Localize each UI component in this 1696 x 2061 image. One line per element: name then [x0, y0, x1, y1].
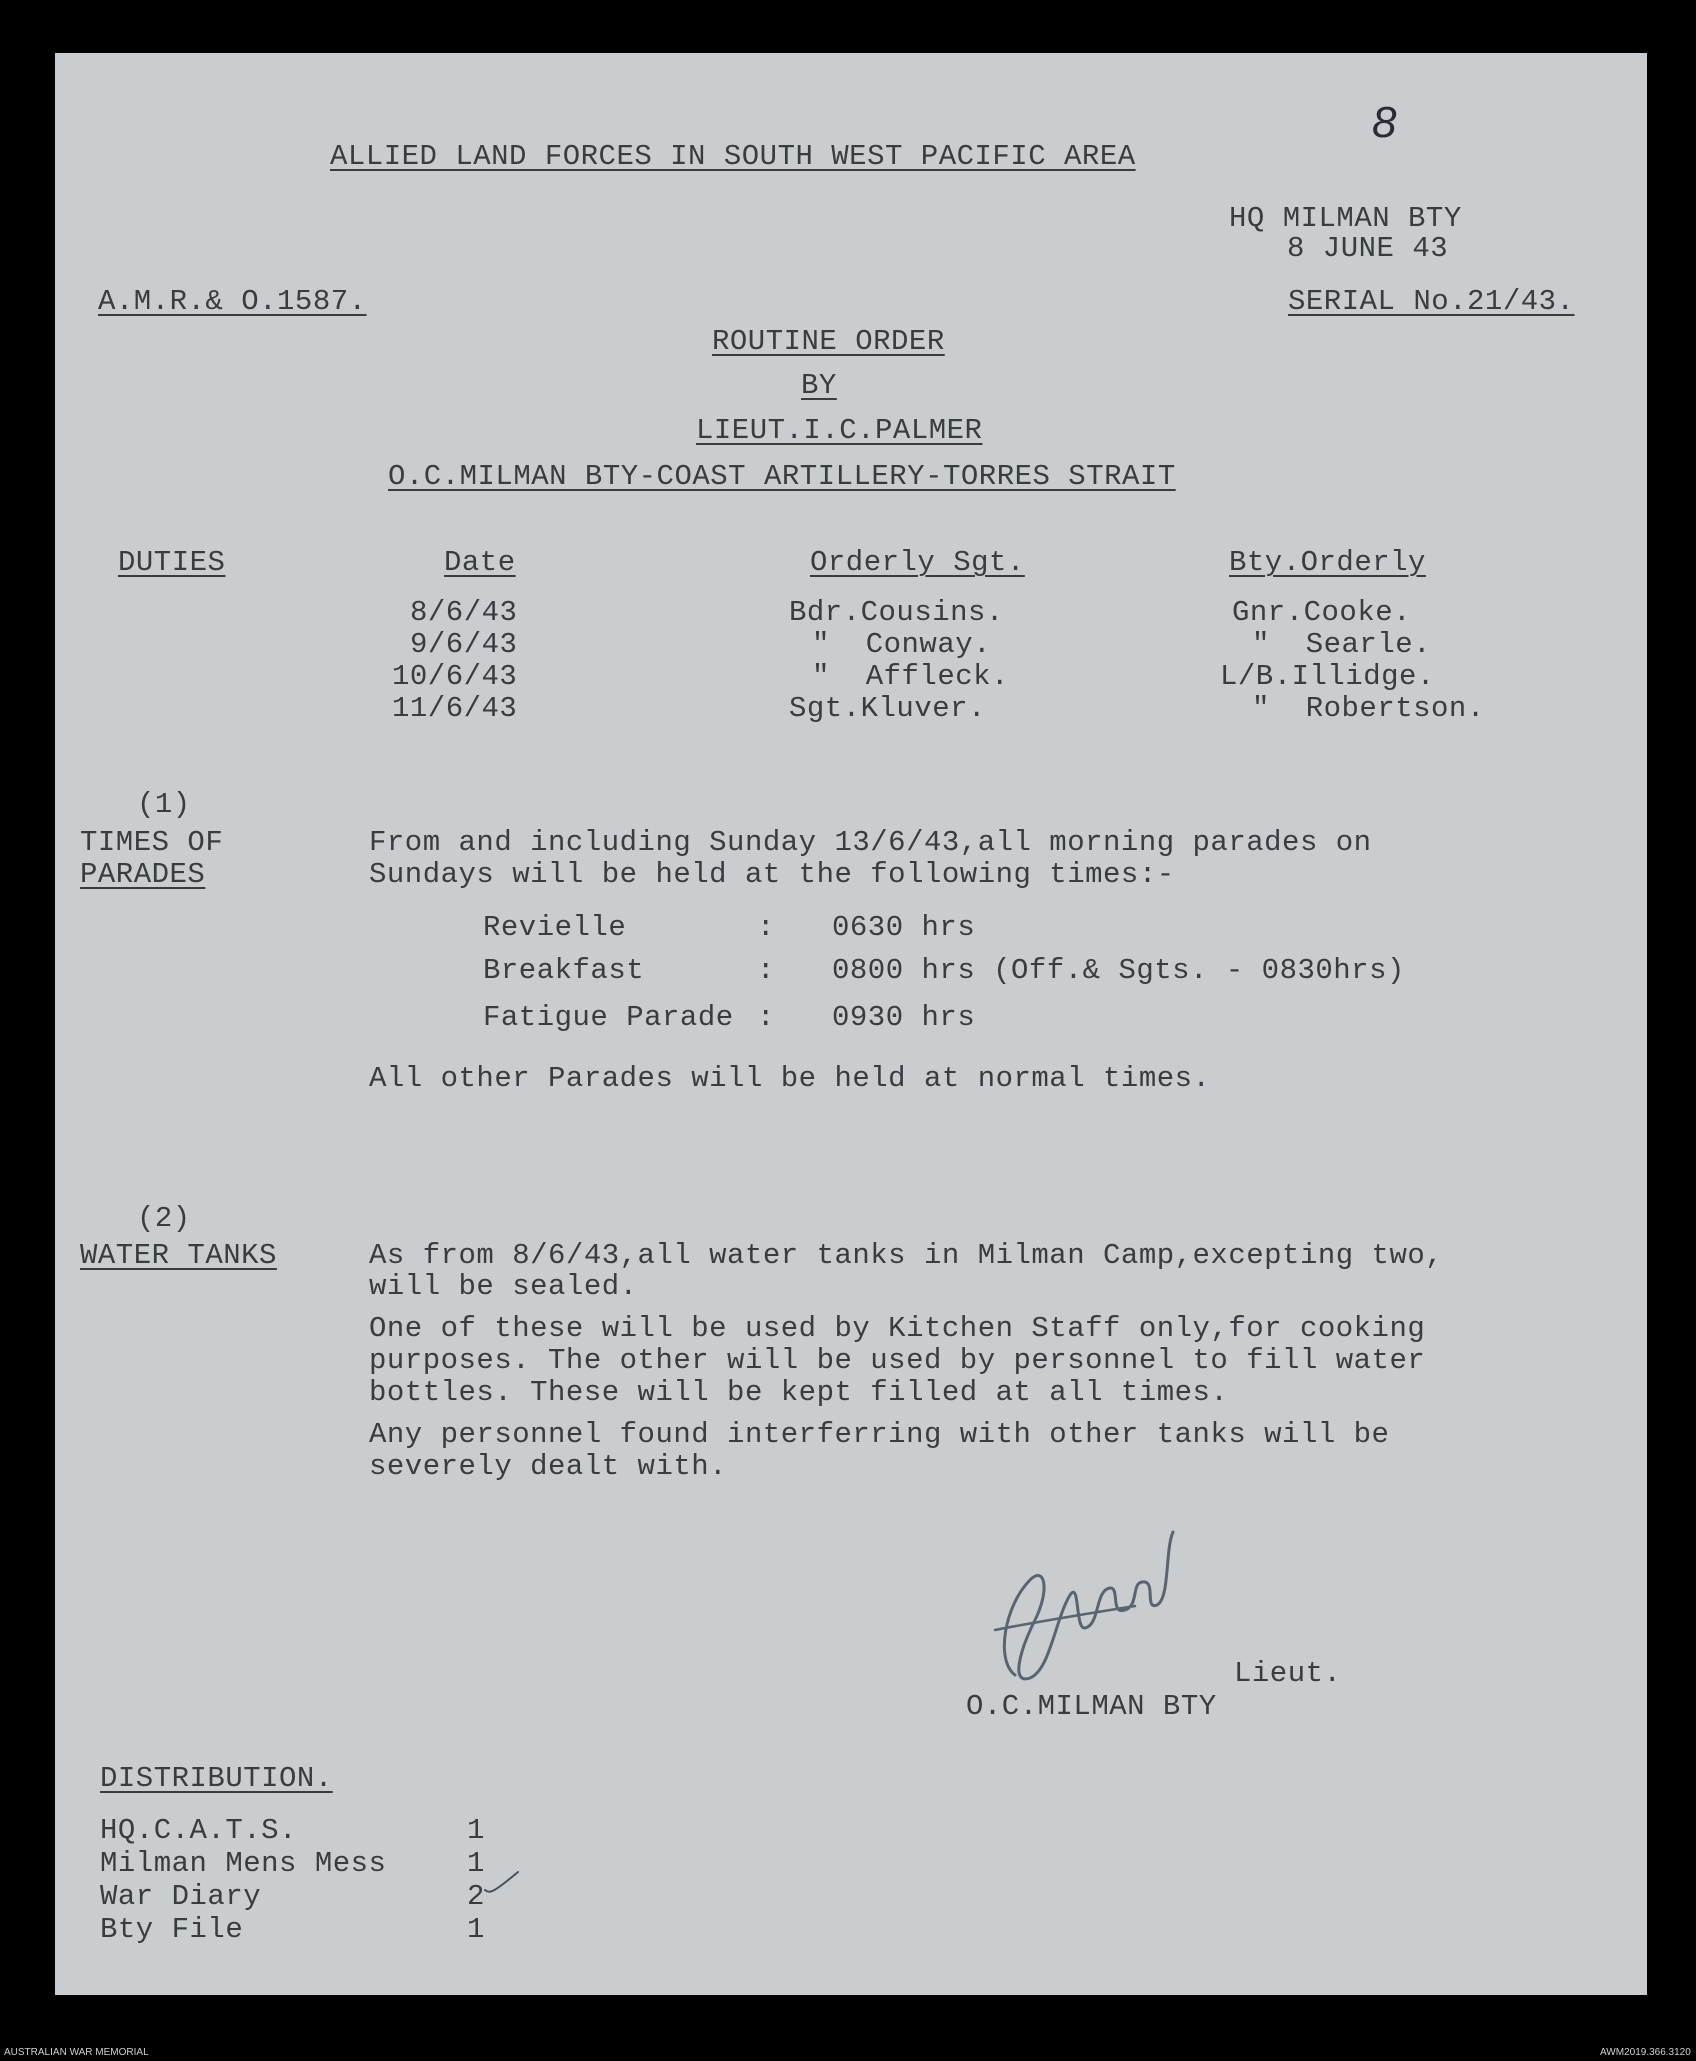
section-2-paragraph: severely dealt with.	[369, 1450, 728, 1483]
duty-orderly-sgt: Sgt.Kluver.	[789, 692, 986, 725]
duty-bty-orderly: Gnr.Cooke.	[1232, 596, 1412, 629]
signature-title: O.C.MILMAN BTY	[966, 1690, 1217, 1723]
section-1-intro: From and including Sunday 13/6/43,all morning parades on	[369, 826, 1372, 859]
serial-number: SERIAL No.21/43.	[1288, 285, 1575, 318]
section-2-paragraph: As from 8/6/43,all water tanks in Milman Camp,excepting two,	[369, 1239, 1444, 1272]
distribution-name: Milman Mens Mess	[100, 1847, 387, 1880]
document-title: ALLIED LAND FORCES IN SOUTH WEST PACIFIC AREA	[330, 140, 1136, 173]
section-2-paragraph: bottles. These will be kept filled at all times.	[369, 1376, 1229, 1409]
time-colon: :	[757, 911, 775, 944]
duty-date: 11/6/43	[392, 692, 518, 725]
column-header-orderly-sgt: Orderly Sgt.	[810, 546, 1025, 579]
section-1-heading: PARADES	[80, 858, 206, 891]
footer-institution: AUSTRALIAN WAR MEMORIAL	[4, 2047, 149, 2058]
time-label: Breakfast	[483, 954, 645, 987]
hq-line: HQ MILMAN BTY	[1229, 202, 1462, 235]
signature-rank: Lieut.	[1234, 1657, 1342, 1690]
duty-date: 10/6/43	[392, 660, 518, 693]
page-number: 8	[1372, 98, 1397, 147]
distribution-name: HQ.C.A.T.S.	[100, 1814, 297, 1847]
time-colon: :	[757, 1001, 775, 1034]
distribution-qty: 1	[467, 1814, 485, 1847]
section-2-number: (2)	[137, 1202, 191, 1235]
time-value: 0800 hrs (Off.& Sgts. - 0830hrs)	[832, 954, 1405, 987]
distribution-name: Bty File	[100, 1913, 244, 1946]
distribution-name: War Diary	[100, 1880, 262, 1913]
section-2-heading: WATER TANKS	[80, 1239, 277, 1272]
section-2-paragraph: purposes. The other will be used by personnel to fill water	[369, 1344, 1426, 1377]
section-1-closing: All other Parades will be held at normal times.	[369, 1062, 1211, 1095]
duty-bty-orderly: " Searle.	[1252, 628, 1432, 661]
duty-date: 9/6/43	[410, 628, 518, 661]
section-1-heading: TIMES OF	[80, 826, 224, 859]
handwritten-signature	[975, 1510, 1185, 1700]
section-1-intro: Sundays will be held at the following times:-	[369, 858, 1175, 891]
time-value: 0630 hrs	[832, 911, 976, 944]
section-2-paragraph: One of these will be used by Kitchen Staff only,for cooking	[369, 1312, 1426, 1345]
time-label: Revielle	[483, 911, 627, 944]
distribution-qty: 2	[467, 1880, 485, 1913]
column-header-date: Date	[444, 546, 516, 579]
section-2-paragraph: Any personnel found interferring with other tanks will be	[369, 1418, 1390, 1451]
officer-unit: O.C.MILMAN BTY-COAST ARTILLERY-TORRES STRAIT	[388, 460, 1176, 493]
distribution-qty: 1	[467, 1847, 485, 1880]
check-mark-icon	[482, 1868, 522, 1898]
duty-bty-orderly: L/B.Illidge.	[1220, 660, 1435, 693]
time-label: Fatigue Parade	[483, 1001, 734, 1034]
duty-date: 8/6/43	[410, 596, 518, 629]
date-line: 8 JUNE 43	[1287, 232, 1449, 265]
column-header-bty-orderly: Bty.Orderly	[1229, 546, 1426, 579]
section-1-number: (1)	[137, 788, 191, 821]
order-by: BY	[801, 369, 837, 402]
footer-accession-number: AWM2019.366.3120	[1600, 2047, 1691, 2058]
distribution-qty: 1	[467, 1913, 485, 1946]
duty-orderly-sgt: Bdr.Cousins.	[789, 596, 1004, 629]
duty-orderly-sgt: " Affleck.	[812, 660, 1009, 693]
duties-heading: DUTIES	[118, 546, 226, 579]
section-2-paragraph: will be sealed.	[369, 1270, 638, 1303]
distribution-heading: DISTRIBUTION.	[100, 1762, 333, 1795]
officer-name: LIEUT.I.C.PALMER	[696, 414, 983, 447]
duty-bty-orderly: " Robertson.	[1252, 692, 1485, 725]
time-colon: :	[757, 954, 775, 987]
order-title: ROUTINE ORDER	[712, 325, 945, 358]
duty-orderly-sgt: " Conway.	[812, 628, 992, 661]
time-value: 0930 hrs	[832, 1001, 976, 1034]
reference-number: A.M.R.& O.1587.	[98, 285, 367, 318]
